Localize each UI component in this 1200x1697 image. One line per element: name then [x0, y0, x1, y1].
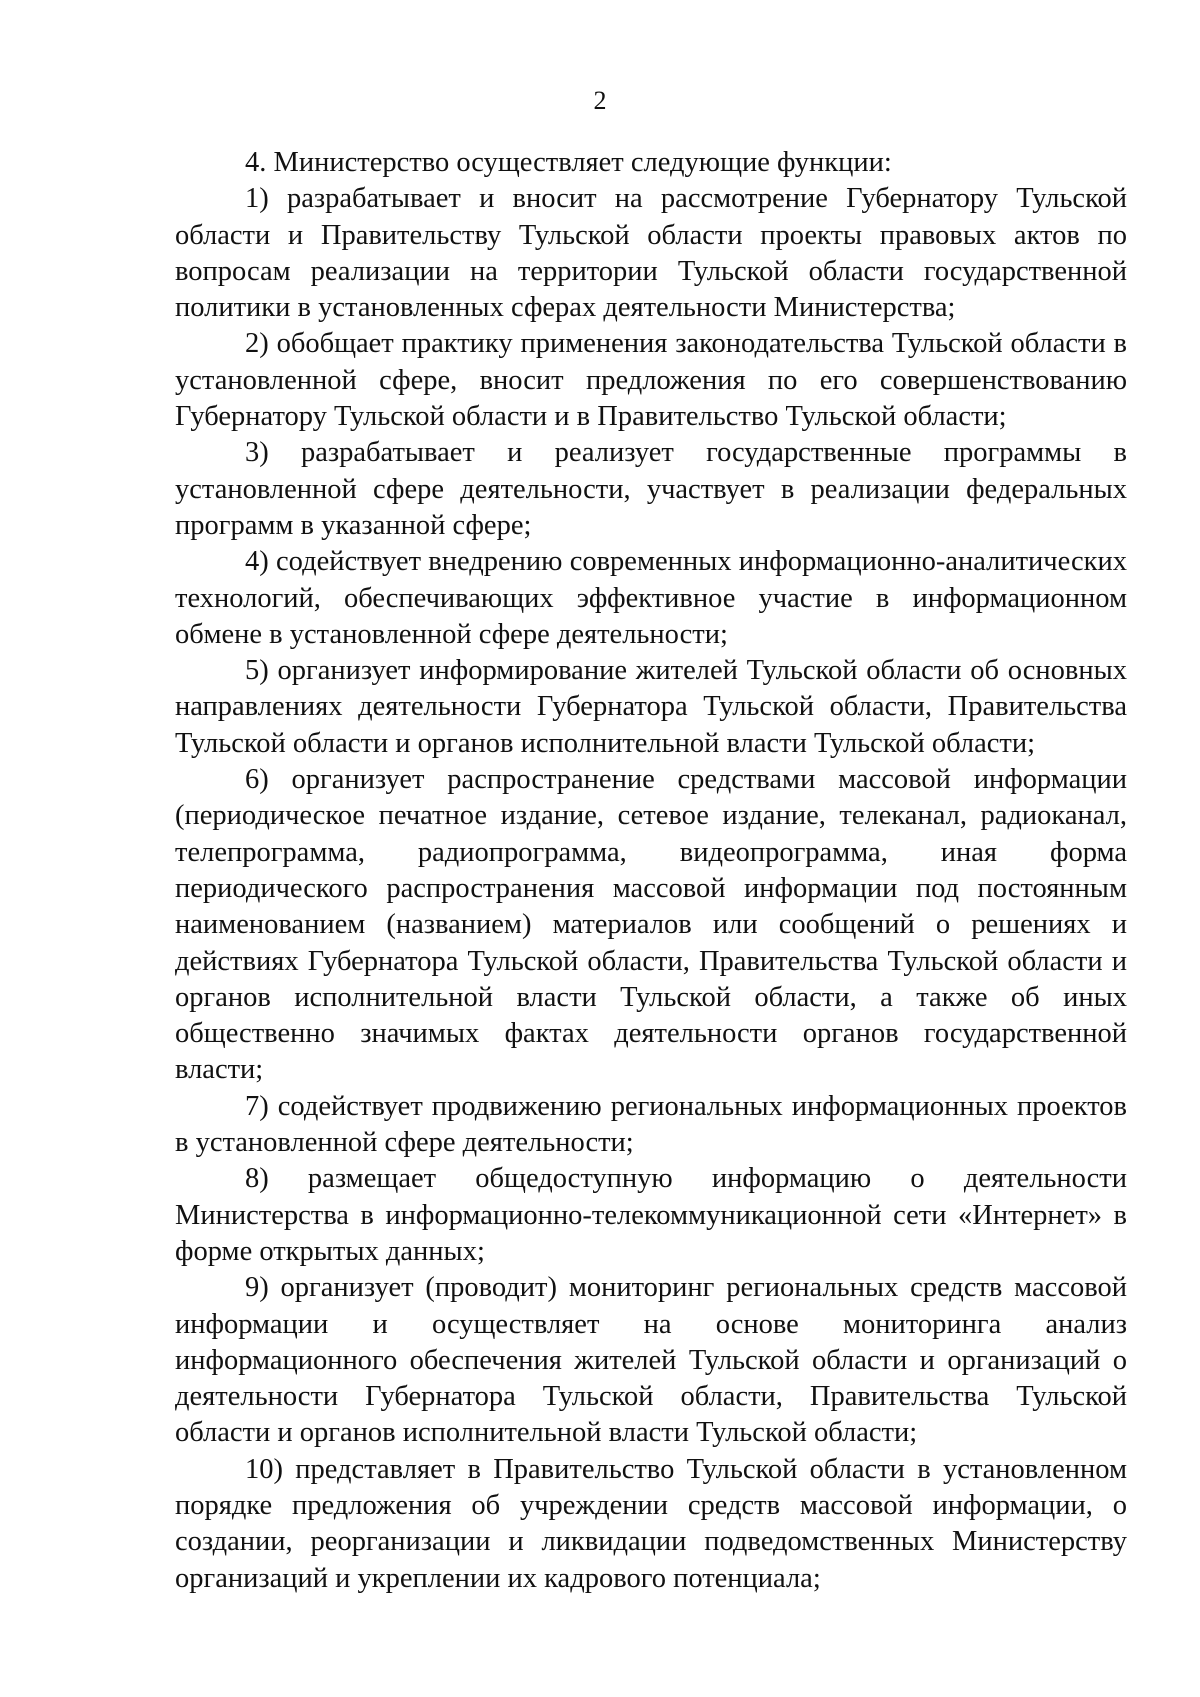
paragraph-item-3: 3) разрабатывает и реализует государственные программы в установленной сфере деятельности, участвует в реализации федеральных программ в указанной сфере;	[175, 437, 1127, 541]
paragraph-item-2: 2) обобщает практику применения законодательства Тульской области в установленной сфере, вносит предложения по его совершенствованию Губернатору Тульской области и в Правительство Тульской области;	[175, 328, 1127, 433]
paragraph-item-9: 9) организует (проводит) мониторинг региональных средств массовой информации и осуществляет на основе мониторинга анализ информационного обеспечения жителей Тульской области и организаций о деятельности Губернатора Тульской области, Правительства Тульской области и органов исполнительной власти Тульской области;	[175, 1272, 1127, 1449]
paragraph-item-4: 4) содействует внедрению современных информационно-аналитических технологий, обеспечивающих эффективное участие в информационном обмене в установленной сфере деятельности;	[175, 546, 1127, 650]
document-body	[175, 145, 1127, 1597]
paragraph-item-8: 8) размещает общедоступную информацию о деятельности Министерства в информационно-телекоммуникационной сети «Интернет» в форме открытых данных;	[175, 1163, 1127, 1267]
paragraph-item-5: 5) организует информирование жителей Тульской области об основных направлениях деятельности Губернатора Тульской области, Правительства Тульской области и органов исполнительной власти Тульской области;	[175, 655, 1127, 759]
page-number: 2	[593, 86, 607, 115]
paragraph-item-1: 1) разрабатывает и вносит на рассмотрение Губернатору Тульской области и Правительству Тульской области проекты правовых актов по вопросам реализации на территории Тульской области государственной политики в установленных сферах деятельности Министерства;	[175, 183, 1127, 324]
paragraph-intro: 4. Министерство осуществляет следующие функции:	[245, 147, 892, 178]
paragraph-item-6: 6) организует распространение средствами массовой информации (периодическое печатное издание, сетевое издание, телеканал, радиоканал, телепрограмма, радиопрограмма, видеопрограмма, иная форма периодического распространения массовой информации под постоянным наименованием (названием) материалов или сообщений о решениях и действиях Губернатора Тульской области, Правительства Тульской области и органов исполнительной власти Тульской области, а также об иных общественно значимых фактах деятельности органов государственной власти;	[175, 764, 1127, 1086]
paragraph-item-10: 10) представляет в Правительство Тульской области в установленном порядке предложения об учреждении средств массовой информации, о создании, реорганизации и ликвидации подведомственных Министерству организаций и укреплении их кадрового потенциала;	[175, 1453, 1127, 1594]
paragraph-item-7: 7) содействует продвижению региональных информационных проектов в установленной сфере деятельности;	[175, 1090, 1127, 1159]
